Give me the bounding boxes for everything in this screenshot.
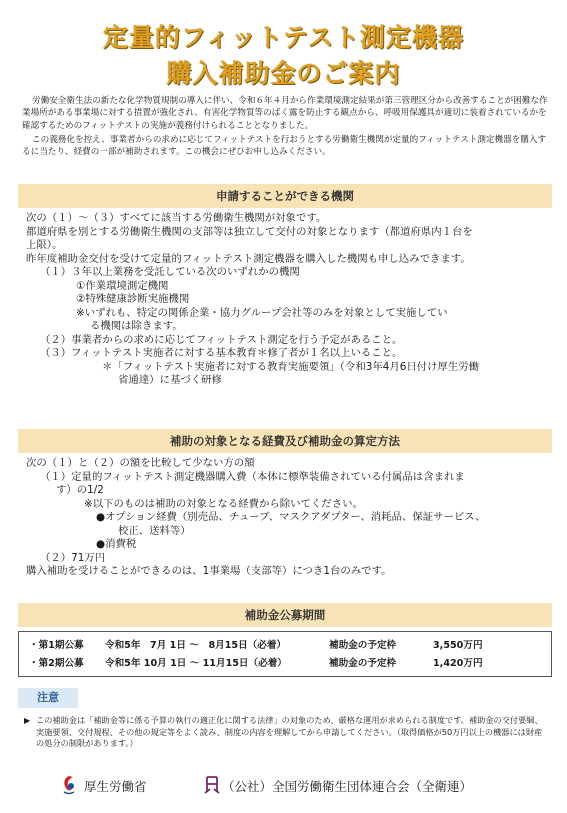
body-line: ②特殊健康診断実施機関: [76, 293, 190, 305]
budget-label: 補助金の予定枠: [329, 658, 397, 669]
zeneiren-logo-icon: [204, 775, 220, 795]
body-line: 購入補助を受けることができるのは、1事業場（支部等）につき1台のみです。: [26, 565, 392, 577]
budget-amount: 1,420万円: [433, 658, 483, 669]
body-line: ※以下のものは補助の対象となる経費から除いてください。: [84, 497, 363, 510]
period-dates: 令和5年 10月 1日 ～ 11月15日（必着）: [105, 658, 287, 669]
section-heading-expenses: 補助の対象となる経費及び補助金の算定方法: [18, 429, 552, 453]
body-line: 昨年度補助金交付を受けて定量的フィットテスト測定機器を購入した機関も申し込みできます。: [26, 252, 471, 265]
title-line1: 定量的フィットテスト測定機器: [102, 23, 464, 52]
body-line: 省通達）に基づく研修: [118, 374, 222, 386]
body-line: 都道府県を別とする労働衛生機関の支部等は独立して交付の対象となります（都道府県内１台を: [26, 225, 473, 238]
body-line: ①作業環境測定機関: [76, 279, 169, 292]
section-heading-eligibility: 申請することができる機関: [18, 184, 552, 208]
body-line: ※いずれも、特定の関係企業・協力グループ会社等のみを対象として実施してい: [76, 306, 448, 319]
section-expenses-body: [26, 457, 552, 579]
body-line: 次の（１）と（２）の額を比較して少ない方の額: [26, 457, 255, 469]
body-line: ＊「フィットテスト実施者に対する教育実施要領」（令和3年4月6日付け厚生労働: [102, 360, 480, 373]
body-line: （２）71万円: [40, 551, 106, 564]
budget-amount: 3,550万円: [433, 640, 483, 651]
body-line: 校正、送料等）: [118, 524, 191, 537]
body-line: （１）３年以上業務を受託している次のいずれかの機関: [40, 266, 300, 278]
body-line: ●オプション経費（別売品、チューブ、マスクアダプター、消耗品、保証サービス、: [96, 511, 486, 523]
period-dates: 令和5年 7月 1日 ～ 8月15日（必着）: [105, 640, 287, 651]
notice-heading: 注意: [18, 688, 78, 708]
section-eligibility-body: [26, 212, 552, 388]
intro-paragraph-2: この義務化を控え、事業者からの求めに応じてフィットテストを行おうとする労働衛生機関が定量的フィットテスト測定機器を購入するに当たり、経費の一部が補助されます。この機会にぜひお申し込みください。: [22, 134, 547, 158]
body-line: 次の（１）～（３）すべてに該当する労働衛生機関が対象です。: [26, 212, 327, 224]
notice-text: この補助金は「補助金等に係る予算の執行の適正化に関する法律」の対象のため、厳格な運用が求められる制度です。補助金の交付要綱、実施要領、交付規程、その他の規定等をよく読み、制度の内容を理解してから申請してください。（取得価格が50万円以上の機器には財産の処分の制限があります。）: [36, 715, 543, 748]
intro-paragraph-1: 労働安全衛生法の新たな化学物質規制の導入に伴い、令和６年４月から作業環境測定結果が第三管理区分から改善することが困難な作業場所がある事業場に対する措置が強化され、有害化学物質等のばく露を防止する観点から、呼吸用保護具が適切に装着されているかを確認するためのフィットテストの実施が義務付けられることとなりました。: [22, 96, 548, 131]
body-line: る機関は除きます。: [90, 320, 183, 332]
budget-label: 補助金の予定枠: [329, 640, 397, 651]
period-name: ・第2期公募: [29, 658, 84, 669]
body-line: （１）定量的フィットテスト測定機器購入費（本体に標準装備されている付属品は含まれま: [40, 470, 465, 483]
period-name: ・第1期公募: [29, 640, 84, 651]
title-line2: 購入補助金のご案内: [166, 59, 401, 88]
body-line: （３）フィットテスト実施者に対する基本教育＊修了者が１名以上いること。: [40, 347, 403, 359]
body-line: 上限）。: [26, 239, 63, 251]
application-period-box: [18, 631, 552, 677]
footer-org-mhlw: 厚生労働省: [84, 779, 147, 794]
mhlw-logo-icon: [60, 775, 78, 795]
intro: [22, 95, 552, 160]
body-line: ●消費税: [96, 538, 137, 550]
footer-org-zeneiren: （公社）全国労働衛生団体連合会（全衛連）: [222, 779, 473, 794]
notice-body: [24, 715, 546, 750]
body-line: す）の1/2: [56, 484, 104, 496]
triangle-bullet-icon: ▶: [24, 716, 31, 725]
body-line: （２）事業者からの求めに応じてフィットテスト測定を行う予定があること。: [40, 333, 403, 346]
section-heading-period: 補助金公募期間: [18, 603, 552, 627]
